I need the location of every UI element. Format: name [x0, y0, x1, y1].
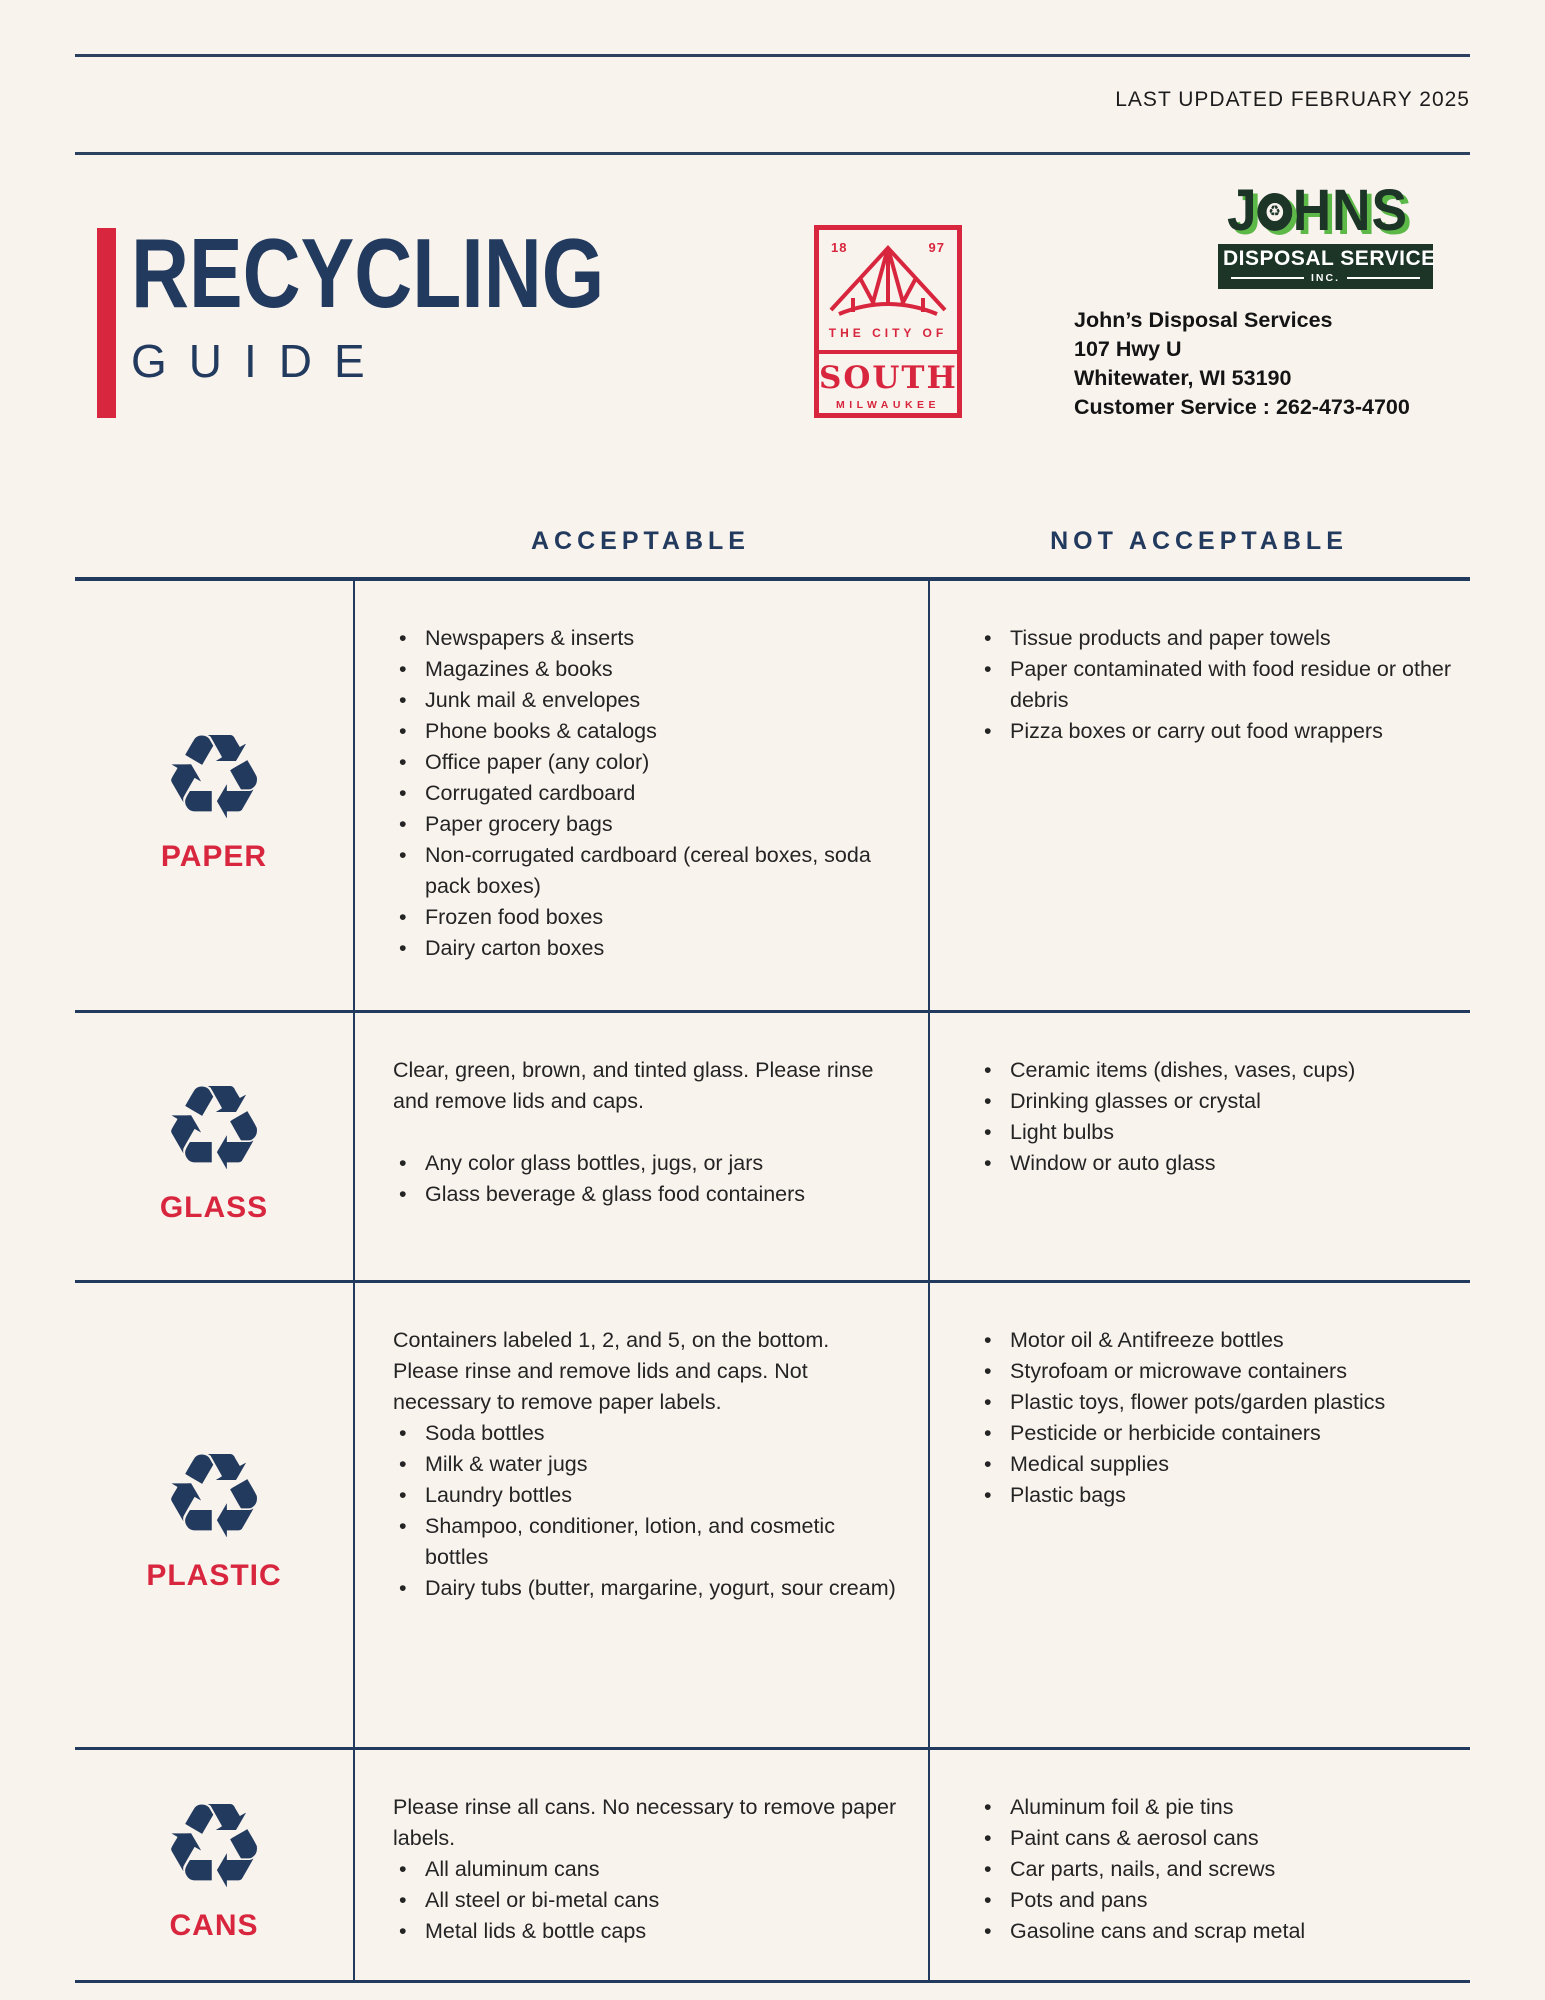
list-item: • Milk & water jugs: [393, 1449, 900, 1480]
logo-milwaukee-text: MILWAUKEE: [835, 399, 941, 411]
not-acceptable-list: [978, 623, 1452, 747]
list-item: • Drinking glasses or crystal: [978, 1086, 1452, 1117]
paper-acceptable-cell: [353, 581, 928, 1010]
list-item: • Plastic bags: [978, 1480, 1452, 1511]
recycle-icon: ♻: [161, 1427, 267, 1565]
logo-year-left: 18: [831, 240, 848, 255]
plastic-acceptable-cell: [353, 1283, 928, 1747]
list-item: • Medical supplies: [978, 1449, 1452, 1480]
list-item: • Aluminum foil & pie tins: [978, 1792, 1452, 1823]
header-rule: [75, 152, 1470, 155]
logo-city-of-text: THE CITY OF: [828, 326, 948, 340]
list-item: • Junk mail & envelopes: [393, 685, 900, 716]
page-title: RECYCLING: [131, 218, 605, 328]
table-row-plastic: [75, 1280, 1470, 1747]
acceptable-intro: Containers labeled 1, 2, and 5, on the bottom. Please rinse and remove lids and caps. Not necessary to remove paper labels.: [393, 1328, 830, 1414]
bridge-icon: [827, 242, 949, 322]
contact-company: John’s Disposal Services: [1074, 308, 1333, 332]
list-item: • Ceramic items (dishes, vases, cups): [978, 1055, 1452, 1086]
list-item: • Paint cans & aerosol cans: [978, 1823, 1452, 1854]
contact-phone: Customer Service : 262-473-4700: [1074, 395, 1410, 419]
recycle-icon: ♻: [1268, 202, 1282, 221]
acceptable-list: [393, 623, 900, 964]
acceptable-list: [393, 1854, 900, 1947]
recycle-icon: ♻: [161, 1777, 267, 1915]
list-item: • Any color glass bottles, jugs, or jars: [393, 1148, 900, 1179]
johns-banner: [1218, 244, 1436, 289]
not-acceptable-list: [978, 1792, 1452, 1947]
list-item: • Light bulbs: [978, 1117, 1452, 1148]
title-accent-bar: [97, 228, 116, 418]
johns-wordmark: J ♻ HNS: [1227, 178, 1409, 243]
plastic-icon-cell: [75, 1283, 353, 1747]
not-acceptable-list: [978, 1055, 1452, 1179]
list-item: • Metal lids & bottle caps: [393, 1916, 900, 1947]
list-item: • Frozen food boxes: [393, 902, 900, 933]
not-acceptable-list: [978, 1325, 1452, 1511]
list-item: • Pesticide or herbicide containers: [978, 1418, 1452, 1449]
recycling-table: [75, 577, 1470, 1983]
list-item: • Soda bottles: [393, 1418, 900, 1449]
list-item: • Window or auto glass: [978, 1148, 1452, 1179]
list-item: • Plastic toys, flower pots/garden plastics: [978, 1387, 1452, 1418]
cans-not-acceptable-cell: [928, 1750, 1470, 1980]
list-item: • Styrofoam or microwave containers: [978, 1356, 1452, 1387]
glass-not-acceptable-cell: [928, 1013, 1470, 1280]
list-item: • Non-corrugated cardboard (cereal boxes, soda pack boxes): [393, 840, 900, 902]
paper-not-acceptable-cell: [928, 581, 1470, 1010]
contact-block: [1074, 306, 1410, 422]
top-rule: [75, 54, 1470, 57]
recycle-icon: ♻: [161, 707, 267, 846]
list-item: • Dairy tubs (butter, margarine, yogurt, sour cream): [393, 1573, 900, 1604]
logo-south-text: SOUTH: [819, 360, 958, 396]
list-item: • Phone books & catalogs: [393, 716, 900, 747]
logo-year-right: 97: [928, 240, 945, 255]
list-item: • Tissue products and paper towels: [978, 623, 1452, 654]
list-item: • Gasoline cans and scrap metal: [978, 1916, 1452, 1947]
table-row-glass: [75, 1010, 1470, 1280]
column-header-not-acceptable: NOT ACCEPTABLE: [1050, 527, 1348, 555]
list-item: • Office paper (any color): [393, 747, 900, 778]
list-item: • Paper grocery bags: [393, 809, 900, 840]
city-of-south-milwaukee-logo: [814, 225, 962, 418]
cans-acceptable-cell: [353, 1750, 928, 1980]
cans-icon-cell: [75, 1750, 353, 1980]
paper-icon-cell: [75, 581, 353, 1010]
acceptable-list: [393, 1148, 900, 1210]
list-item: • Pots and pans: [978, 1885, 1452, 1916]
acceptable-intro: Clear, green, brown, and tinted glass. Please rinse and remove lids and caps.: [393, 1058, 874, 1113]
last-updated-text: LAST UPDATED FEBRUARY 2025: [1115, 88, 1470, 111]
list-item: • All steel or bi-metal cans: [393, 1885, 900, 1916]
list-item: • All aluminum cans: [393, 1854, 900, 1885]
table-row-paper: [75, 581, 1470, 1010]
list-item: • Glass beverage & glass food containers: [393, 1179, 900, 1210]
recycle-o-icon: [1258, 193, 1293, 231]
list-item: • Corrugated cardboard: [393, 778, 900, 809]
column-header-acceptable: ACCEPTABLE: [531, 527, 750, 555]
list-item: • Dairy carton boxes: [393, 933, 900, 964]
list-item: • Pizza boxes or carry out food wrappers: [978, 716, 1452, 747]
johns-banner-text: DISPOSAL SERVICE: [1223, 247, 1436, 270]
list-item: • Shampoo, conditioner, lotion, and cosmetic bottles: [393, 1511, 900, 1573]
table-row-cans: [75, 1747, 1470, 1980]
johns-disposal-logo: [1218, 178, 1436, 289]
plastic-not-acceptable-cell: [928, 1283, 1470, 1747]
list-item: • Car parts, nails, and screws: [978, 1854, 1452, 1885]
category-label: PAPER: [160, 839, 268, 873]
category-label: GLASS: [159, 1190, 269, 1224]
page-subtitle: GUIDE: [131, 335, 387, 388]
title-block: [97, 218, 708, 418]
glass-acceptable-cell: [353, 1013, 928, 1280]
list-item: • Magazines & books: [393, 654, 900, 685]
category-label: PLASTIC: [146, 1559, 282, 1592]
johns-inc-text: INC.: [1311, 272, 1340, 284]
contact-street: 107 Hwy U: [1074, 337, 1182, 361]
glass-icon-cell: [75, 1013, 353, 1280]
category-label: CANS: [169, 1909, 259, 1942]
logo-divider: [818, 350, 958, 354]
acceptable-list: [393, 1418, 900, 1604]
recycle-icon: ♻: [161, 1058, 267, 1197]
list-item: • Newspapers & inserts: [393, 623, 900, 654]
acceptable-intro: Please rinse all cans. No necessary to remove paper labels.: [393, 1795, 897, 1850]
list-item: • Laundry bottles: [393, 1480, 900, 1511]
contact-city: Whitewater, WI 53190: [1074, 366, 1292, 390]
list-item: • Paper contaminated with food residue or other debris: [978, 654, 1452, 716]
list-item: • Motor oil & Antifreeze bottles: [978, 1325, 1452, 1356]
